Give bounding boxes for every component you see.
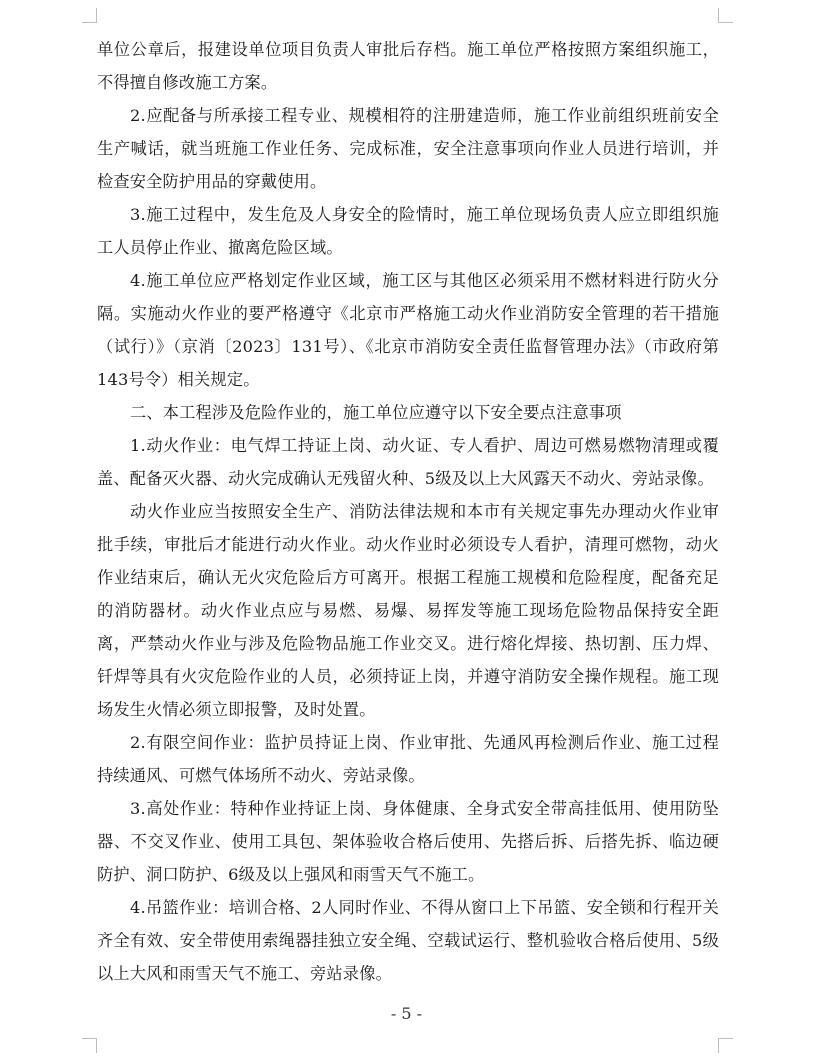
page-number: - 5 - [390,1004,423,1023]
paragraph-work-at-height: 3.高处作业：特种作业持证上岗、身体健康、全身式安全带高挂低用、使用防坠器、不交叉作业、使用工具包、架体验收合格后使用、先搭后拆、后搭先拆、临边硬防护、洞口防护、6级及以上强风和雨雪天气不施工。 [97,799,719,884]
paragraph-hot-work-detail: 动火作业应当按照安全生产、消防法律法规和本市有关规定事先办理动火作业审批手续，审批后才能进行动火作业。动火作业时必须设专人看护，清理可燃物，动火作业结束后，确认无火灾危险后方可离开。根据工程施工规模和危险程度，配备充足的消防器材。动火作业点应与易燃、易爆、易挥发等施工现场危险物品保持安全距离，严禁动火作业与涉及危险物品施工作业交叉。进行熔化焊接、热切割、压力焊、钎焊等具有火灾危险作业的人员，必须持证上岗，并遵守消防安全操作规程。施工现场发生火情必须立即报警，及时处置。 [97,502,719,719]
paragraph-item-2-constructor: 2.应配备与所承接工程专业、规模相符的注册建造师，施工作业前组织班前安全生产喊话，就当班施工作业任务、完成标准，安全注意事项向作业人员进行培训，并检查安全防护用品的穿戴使用。 [97,106,719,191]
crop-mark-top-left [82,8,97,23]
crop-mark-bottom-left [82,1038,97,1053]
paragraph-gondola-work: 4.吊篮作业：培训合格、2人同时作业、不得从窗口上下吊篮、安全锁和行程开关齐全有效、安全带使用索绳器挂独立安全绳、空载试运行、整机验收合格后使用、5级以上大风和雨雪天气不施工、旁站录像。 [97,898,719,983]
paragraph-item-4-fire-separation: 4.施工单位应严格划定作业区域，施工区与其他区必须采用不燃材料进行防火分隔。实施动火作业的要严格遵守《北京市严格施工动火作业消防安全管理的若干措施（试行）》（京消〔2023〕131号）、《北京市消防安全责任监督管理办法》（市政府第143号令）相关规定。 [97,271,719,389]
paragraph-hot-work: 1.动火作业：电气焊工持证上岗、动火证、专人看护、周边可燃易燃物清理或覆盖、配备灭火器、动火完成确认无残留火种、5级及以上大风露天不动火、旁站录像。 [97,436,719,488]
crop-mark-top-right [718,8,733,23]
crop-mark-bottom-right [718,1038,733,1053]
section-heading-dangerous-work: 二、本工程涉及危险作业的，施工单位应遵守以下安全要点注意事项 [130,403,622,422]
document-body [97,33,719,990]
paragraph-confined-space: 2.有限空间作业：监护员持证上岗、作业审批、先通风再检测后作业、施工过程持续通风、可燃气体场所不动火、旁站录像。 [97,733,719,785]
paragraph-item-3-danger: 3.施工过程中，发生危及人身安全的险情时，施工单位现场负责人应立即组织施工人员停止作业、撤离危险区域。 [97,205,719,257]
paragraph-plan-approval: 单位公章后，报建设单位项目负责人审批后存档。施工单位严格按照方案组织施工，不得擅自修改施工方案。 [97,40,719,92]
